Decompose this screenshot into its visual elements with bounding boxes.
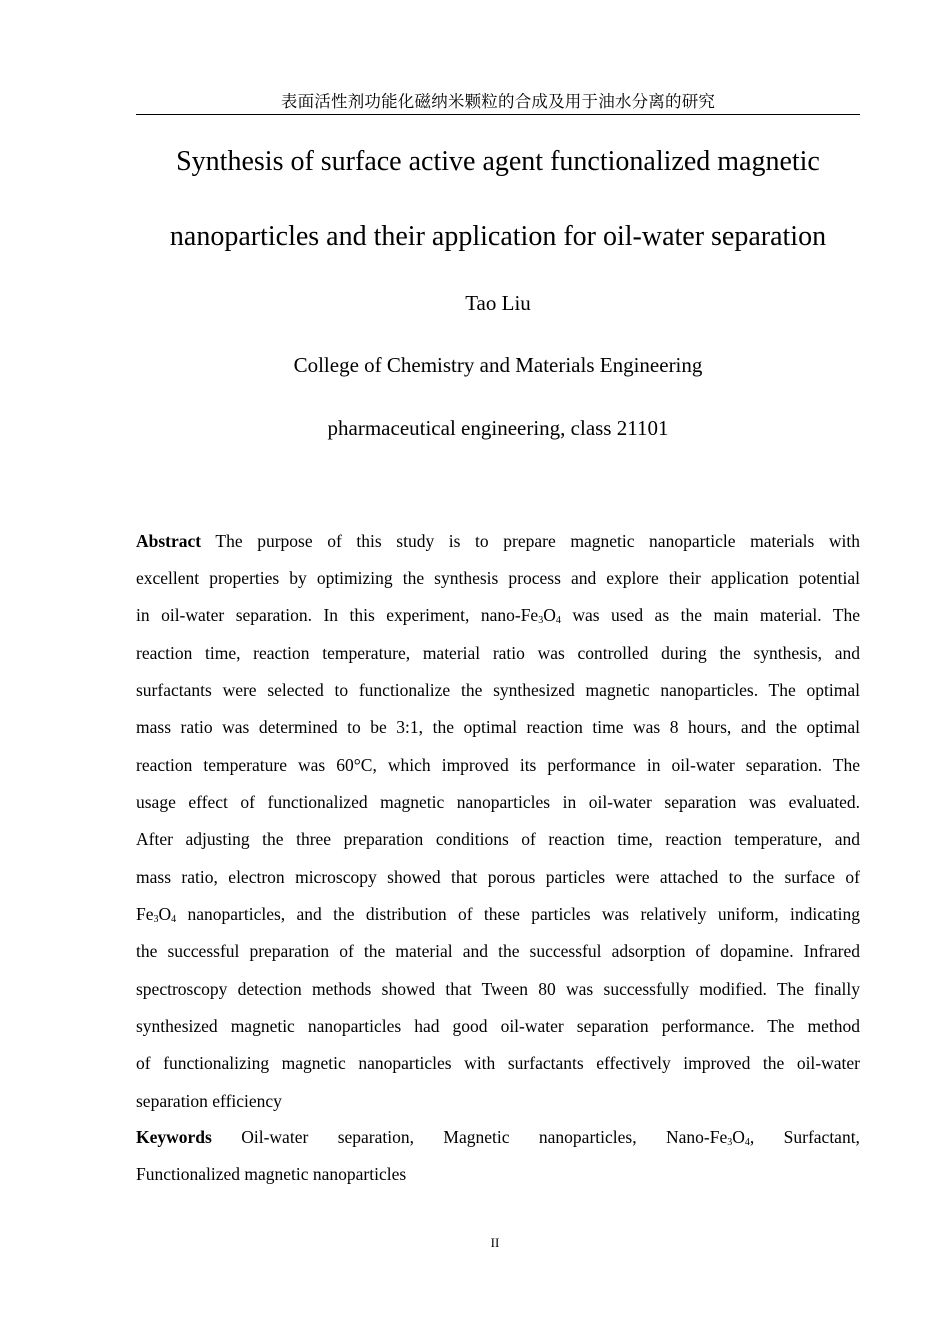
page-number: II xyxy=(490,1235,500,1250)
keyword-word: Nano-$Fe_3O_4$, xyxy=(665,1127,755,1148)
college-name: College of Chemistry and Materials Engineering xyxy=(293,353,703,377)
abstract-line: of functionalizing magnetic nanoparticles with surfactants effectively improved the oil-water xyxy=(136,1053,860,1073)
author-name: Tao Liu xyxy=(465,291,531,315)
running-header: 表面活性剂功能化磁纳米颗粒的合成及用于油水分离的研究 xyxy=(280,92,716,111)
keyword-word: Oil-water xyxy=(241,1127,309,1147)
abstract-line: Abstract The purpose of this study is to prepare magnetic nanoparticle materials with xyxy=(136,531,860,551)
abstract-label: Abstract xyxy=(136,531,202,551)
keyword-word: Surfactant, xyxy=(783,1127,860,1147)
keyword-word: Magnetic xyxy=(443,1127,510,1147)
abstract-line: separation efficiency xyxy=(136,1091,282,1111)
keyword-word: separation, xyxy=(337,1127,414,1147)
abstract-line: $Fe_3O_4$ nanoparticles, and the distribution of these particles was relatively uniform, indicating xyxy=(136,904,860,925)
abstract-line: synthesized magnetic nanoparticles had good oil-water separation performance. The method xyxy=(136,1016,860,1036)
abstract-line: reaction time, reaction temperature, material ratio was controlled during the synthesis, and xyxy=(136,643,860,663)
abstract-line: usage effect of functionalized magnetic nanoparticles in oil-water separation was evaluated. xyxy=(136,792,860,812)
title-line-1: Synthesis of surface active agent functionalized magnetic xyxy=(176,146,820,177)
keyword-word: nanoparticles, xyxy=(538,1127,637,1147)
abstract-line: excellent properties by optimizing the synthesis process and explore their application potential xyxy=(136,568,860,588)
abstract-line: mass ratio, electron microscopy showed that porous particles were attached to the surface of xyxy=(136,867,860,887)
keywords-line-1 xyxy=(136,1126,860,1148)
title-line-2: nanoparticles and their application for oil-water separation xyxy=(169,221,827,252)
abstract-line: mass ratio was determined to be 3:1, the optimal reaction time was 8 hours, and the optimal xyxy=(136,717,860,737)
abstract-line: spectroscopy detection methods showed that Tween 80 was successfully modified. The finally xyxy=(136,979,860,999)
keywords-label: Keywords xyxy=(136,1127,212,1147)
keywords-line-2: Functionalized magnetic nanoparticles xyxy=(136,1164,407,1184)
abstract-line: in oil-water separation. In this experiment, nano-$Fe_3O_4$ was used as the main material. The xyxy=(136,605,860,626)
abstract-line: surfactants were selected to functionalize the synthesized magnetic nanoparticles. The optimal xyxy=(136,680,860,700)
abstract-line: reaction temperature was 60°C, which improved its performance in oil-water separation. The xyxy=(136,755,860,775)
abstract-line: the successful preparation of the material and the successful adsorption of dopamine. Infrared xyxy=(136,941,860,961)
major-class: pharmaceutical engineering, class 21101 xyxy=(327,416,669,440)
abstract-line: After adjusting the three preparation conditions of reaction time, reaction temperature, and xyxy=(136,829,860,849)
header-rule xyxy=(136,114,860,115)
